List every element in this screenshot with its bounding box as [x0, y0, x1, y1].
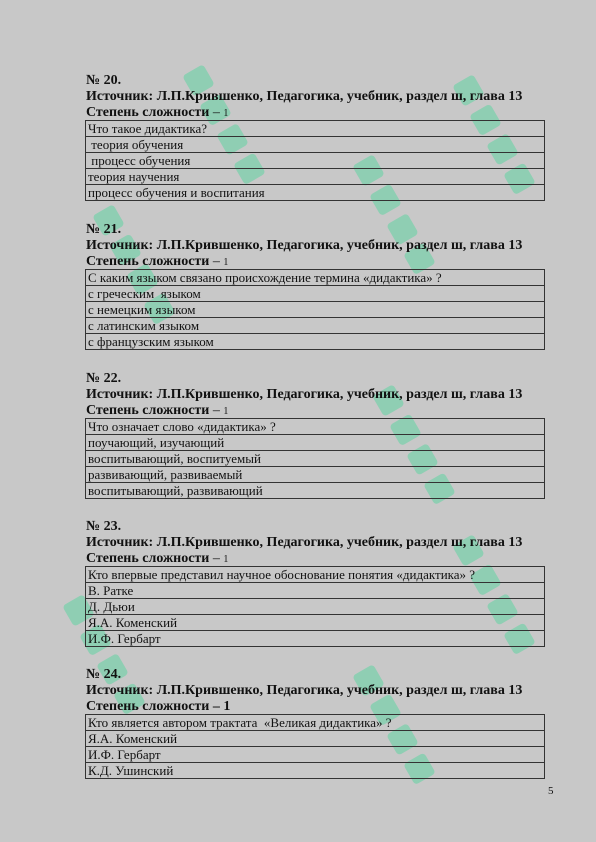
answer-option: развивающий, развиваемый: [86, 467, 545, 483]
answer-option: воспитывающий, воспитуемый: [86, 451, 545, 467]
answer-option-row: [86, 467, 545, 483]
question-source: Источник: Л.П.Крившенко, Педагогика, учебник, раздел ш, глава 13: [86, 89, 523, 104]
answer-option: теория научения: [86, 169, 545, 185]
answer-option: Д. Дьюи: [86, 599, 545, 615]
answer-option-row: [86, 153, 545, 169]
difficulty-separator: –: [209, 403, 224, 418]
answer-option-row: [86, 631, 545, 647]
answer-option: с французским языком: [86, 334, 545, 350]
question-source: Источник: Л.П.Крившенко, Педагогика, учебник, раздел ш, глава 13: [86, 535, 523, 550]
difficulty-value: 1: [223, 257, 229, 268]
question-source: Источник: Л.П.Крившенко, Педагогика, учебник, раздел ш, глава 13: [86, 683, 523, 698]
question-table: [85, 269, 545, 350]
question-block: [86, 518, 546, 647]
answer-option-row: [86, 747, 545, 763]
question-block: [86, 666, 546, 779]
question-row: [86, 121, 545, 137]
answer-option: К.Д. Ушинский: [86, 763, 545, 779]
difficulty-value: 1: [223, 406, 229, 417]
question-table: [85, 566, 545, 647]
difficulty-label: Степень сложности: [86, 254, 210, 269]
difficulty-label: Степень сложности: [86, 105, 210, 120]
answer-option: с латинским языком: [86, 318, 545, 334]
answer-option-row: [86, 286, 545, 302]
answer-option: воспитывающий, развивающий: [86, 483, 545, 499]
question-text: Что означает слово «дидактика» ?: [86, 419, 545, 435]
answer-option-row: [86, 302, 545, 318]
answer-option: И.Ф. Гербарт: [86, 631, 545, 647]
answer-option: с немецким языком: [86, 302, 545, 318]
question-text: Кто является автором трактата «Великая дидактика» ?: [86, 715, 545, 731]
answer-option: процесс обучения и воспитания: [86, 185, 545, 201]
question-block: [86, 221, 546, 350]
question-row: [86, 715, 545, 731]
answer-option-row: [86, 483, 545, 499]
question-text: Кто впервые представил научное обоснование понятия «дидактика» ?: [86, 567, 545, 583]
answer-option-row: [86, 435, 545, 451]
question-number: № 24.: [86, 667, 122, 682]
answer-option: поучающий, изучающий: [86, 435, 545, 451]
difficulty-separator: –: [209, 551, 224, 566]
difficulty-separator: –: [209, 699, 224, 714]
question-row: [86, 567, 545, 583]
answer-option-row: [86, 169, 545, 185]
difficulty-value: 1: [223, 554, 229, 565]
question-source: Источник: Л.П.Крившенко, Педагогика, учебник, раздел ш, глава 13: [86, 387, 523, 402]
question-table: [85, 120, 545, 201]
answer-option: Я.А. Коменский: [86, 731, 545, 747]
answer-option: И.Ф. Гербарт: [86, 747, 545, 763]
question-difficulty: [86, 699, 546, 714]
difficulty-separator: –: [209, 105, 224, 120]
answer-option: с греческим языком: [86, 286, 545, 302]
question-difficulty: [86, 403, 546, 418]
answer-option-row: [86, 615, 545, 631]
answer-option-row: [86, 599, 545, 615]
answer-option-row: [86, 137, 545, 153]
question-table: [85, 714, 545, 779]
question-block: [86, 72, 546, 201]
answer-option-row: [86, 185, 545, 201]
answer-option: теория обучения: [86, 137, 545, 153]
answer-option-row: [86, 334, 545, 350]
difficulty-value: 1: [223, 699, 231, 714]
question-text: С каким языком связано происхождение термина «дидактика» ?: [86, 270, 545, 286]
question-source: Источник: Л.П.Крившенко, Педагогика, учебник, раздел ш, глава 13: [86, 238, 523, 253]
answer-option: процесс обучения: [86, 153, 545, 169]
answer-option: В. Ратке: [86, 583, 545, 599]
question-number: № 22.: [86, 371, 122, 386]
difficulty-label: Степень сложности: [86, 699, 210, 714]
question-row: [86, 270, 545, 286]
question-text: Что такое дидактика?: [86, 121, 545, 137]
answer-option-row: [86, 583, 545, 599]
answer-option-row: [86, 731, 545, 747]
question-block: [86, 370, 546, 499]
difficulty-separator: –: [209, 254, 224, 269]
question-difficulty: [86, 551, 546, 566]
question-table: [85, 418, 545, 499]
question-number: № 23.: [86, 519, 122, 534]
difficulty-value: 1: [223, 108, 229, 119]
question-row: [86, 419, 545, 435]
answer-option-row: [86, 318, 545, 334]
question-number: № 20.: [86, 73, 122, 88]
difficulty-label: Степень сложности: [86, 403, 210, 418]
answer-option-row: [86, 763, 545, 779]
difficulty-label: Степень сложности: [86, 551, 210, 566]
question-difficulty: [86, 105, 546, 120]
page-number: 5: [548, 785, 554, 797]
question-number: № 21.: [86, 222, 122, 237]
answer-option: Я.А. Коменский: [86, 615, 545, 631]
question-difficulty: [86, 254, 546, 269]
answer-option-row: [86, 451, 545, 467]
